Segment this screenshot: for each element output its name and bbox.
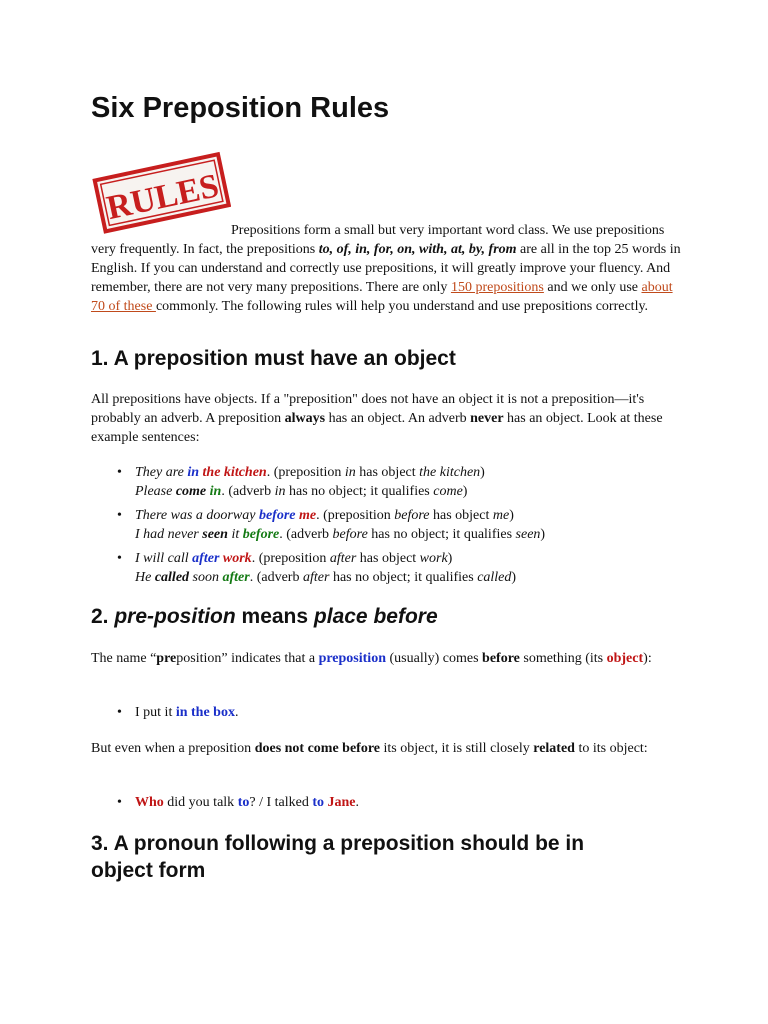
rule1-heading: 1. A preposition must have an object — [91, 347, 456, 370]
link-150-prepositions[interactable]: 150 prepositions — [450, 280, 544, 295]
rule3-heading: 3. A pronoun following a preposition should be in object form — [91, 832, 585, 882]
list-item: • Who did you talk to? / I talked to Jane. — [135, 793, 725, 812]
list-item: • There was a doorway before me. (preposition before has object me) I had never seen it before. (adverb before has no object; it qualifies seen) — [135, 506, 725, 544]
rule1-examples-list — [91, 463, 725, 592]
list-item: • They are in the kitchen. (preposition in has object the kitchen) Please come in. (adverb in has no object; it qualifies come) — [135, 463, 725, 501]
page-title: Six Preposition Rules — [91, 92, 390, 124]
rule2-heading: 2. pre-position means place before — [91, 605, 438, 628]
rule2-example-list-1 — [91, 703, 725, 727]
list-item: • I put it in the box. — [135, 703, 725, 722]
link-about-70[interactable]: about 70 of these — [91, 280, 673, 314]
rule2-paragraph-1: The name “preposition” indicates that a preposition (usually) comes before something (its object): — [91, 651, 652, 666]
rule1-paragraph: All prepositions have objects. If a "preposition" does not have an object it is not a preposition—it's probably an adverb. A preposition always has an object. An adverb never has an object. Look at these example sentences: — [91, 392, 663, 445]
list-item: • I will call after work. (preposition after has object work) He called soon after. (adverb after has no object; it qualifies called) — [135, 549, 725, 587]
rule2-paragraph-2: But even when a preposition does not come before its object, it is still closely related to its object: — [91, 741, 648, 756]
svg-text:RULES: RULES — [103, 167, 223, 228]
intro-paragraph: Prepositions form a small but very important word class. We use prepositions very frequently. In fact, the prepositions to, of, in, for, on, with, at, by, from are all in the top 25 words in English. If you can understand and correctly use prepositions, it will greatly improve your fluency. And remember, there are not very many prepositions. There are only 150 prepositions and we only use about 70 of these commonly. The following rules will help you understand and use prepositions correctly. — [91, 223, 681, 314]
rule2-example-list-2 — [91, 793, 725, 817]
